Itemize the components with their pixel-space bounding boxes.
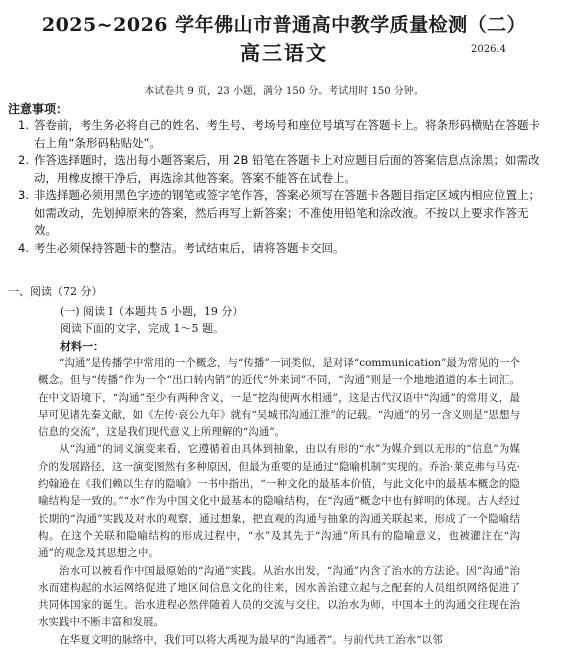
- notice-number: 1.: [18, 118, 29, 132]
- section-heading: 一、阅读（72 分）: [8, 285, 103, 298]
- notice-heading: 注意事项：: [8, 102, 69, 116]
- subsection-heading: (一) 阅读 I（本题共 5 小题，19 分）: [60, 305, 244, 318]
- notice-list: [18, 117, 550, 257]
- exam-date: 2026.4: [471, 44, 506, 55]
- notice-number: 4.: [18, 240, 29, 255]
- exam-title: 2025~2026 学年佛山市普通高中教学质量检测（二）: [41, 14, 527, 36]
- paragraph: 治水可以被看作中国最原始的“沟通”实践。从治水出发，“沟通”内含了治水的方法论。因“沟通”治水而建构起的水运网络促进了地区间信息文化的往来，因水善治建立起与之配套的人员组织网络促进了共同体国家的诞生。治水进程必然伴随着人员的交流与交往，以治水为师，中国本土的沟通交往现在治水实践中不断丰富和发展。: [38, 564, 520, 629]
- notice-item: [18, 187, 550, 240]
- paragraph: 从“沟通”的词义演变来看，它遵循着由具体到抽象，由以有形的“水”为媒介到以无形的“信息”为媒介的发展路径，这一演变图然有多种原因，但最为重要的是通过“隐喻机制”实现的。乔治·莱克弗与马克·约翰逊在《我们赖以生存的隐喻》一书中指出，“一种文化的最基本价值，与此文化中的最基本概念的隐喻结构是一致的。”“水”作为中国文化中最基本的隐喻结构，在“沟通”概念中也有鲜明的体现。古人经过长期的“沟通”实践及对水的观察，通过想象，把直观的沟通与抽象的沟通关联起来，形成了一个隐喻结构。在这个关联和隐喻结构的形成过程中，“水”及其先于“沟通”所具有的隐喻意义，也被灌注在“沟通”的观念及其思想之中。: [38, 443, 520, 560]
- paragraph: “沟通”是传播学中常用的一个概念，与“传播”一词类似，是对译“communication”最为常见的一个概念。但与“传播”作为一个“出口转内销”的近代“外来词”不同，“沟通”则是一个地地道道的本土词汇。在中文语境下，“沟通”至少有两种含义，一是“挖沟使两水相通”，这是古代汉语中“沟通”的常用义，最早可见诸先秦文献，如《左传·哀公九年》就有“吴城邗沟通江淮”的记载。“沟通”的另一含义则是“思想与信息的交流”，这是我们现代意义上所理解的“沟通”。: [38, 357, 520, 439]
- notice-item: [18, 152, 550, 187]
- exam-subject: 高三语文: [240, 41, 328, 65]
- material-label: 材料一：: [60, 340, 104, 353]
- notice-text: 答卷前，考生务必将自己的姓名、考生号、考场号和座位号填写在答题卡上。将条形码横贴在答题卡右上角“条形码粘贴处”。: [34, 118, 540, 150]
- exam-info: 本试卷共 9 页，23 小题，满分 150 分。考试用时 150 分钟。: [144, 86, 424, 97]
- notice-text: 非选择题必须用黑色字迹的钢笔或签字笔作答，答案必须写在答题卡各题目指定区域内相应位置上；如需改动，先划掉原来的答案，然后再写上新答案；不准使用铅笔和涂改液。不按以上要求作答无效。: [34, 188, 540, 237]
- material-text: [38, 355, 520, 646]
- reading-instruction: 阅读下面的文字，完成 1～5 题。: [60, 322, 224, 335]
- notice-text: 考生必须保持答题卡的整洁。考试结束后，请将答题卡交回。: [34, 240, 345, 255]
- notice-number: 2.: [18, 153, 29, 167]
- notice-item: [18, 117, 550, 152]
- notice-text: 作答选择题时，选出每小题答案后，用 2B 铅笔在答题卡上对应题目后面的答案信息点涂黑；如需改动，用橡皮擦干净后，再选涂其他答案。答案不能答在试卷上。: [34, 153, 540, 185]
- notice-item: [18, 240, 550, 258]
- paragraph: 在华夏文明的脉络中，我们可以将大禹视为最早的“沟通者”。与前代共工治水“以邻: [59, 633, 443, 646]
- notice-number: 3.: [18, 188, 29, 202]
